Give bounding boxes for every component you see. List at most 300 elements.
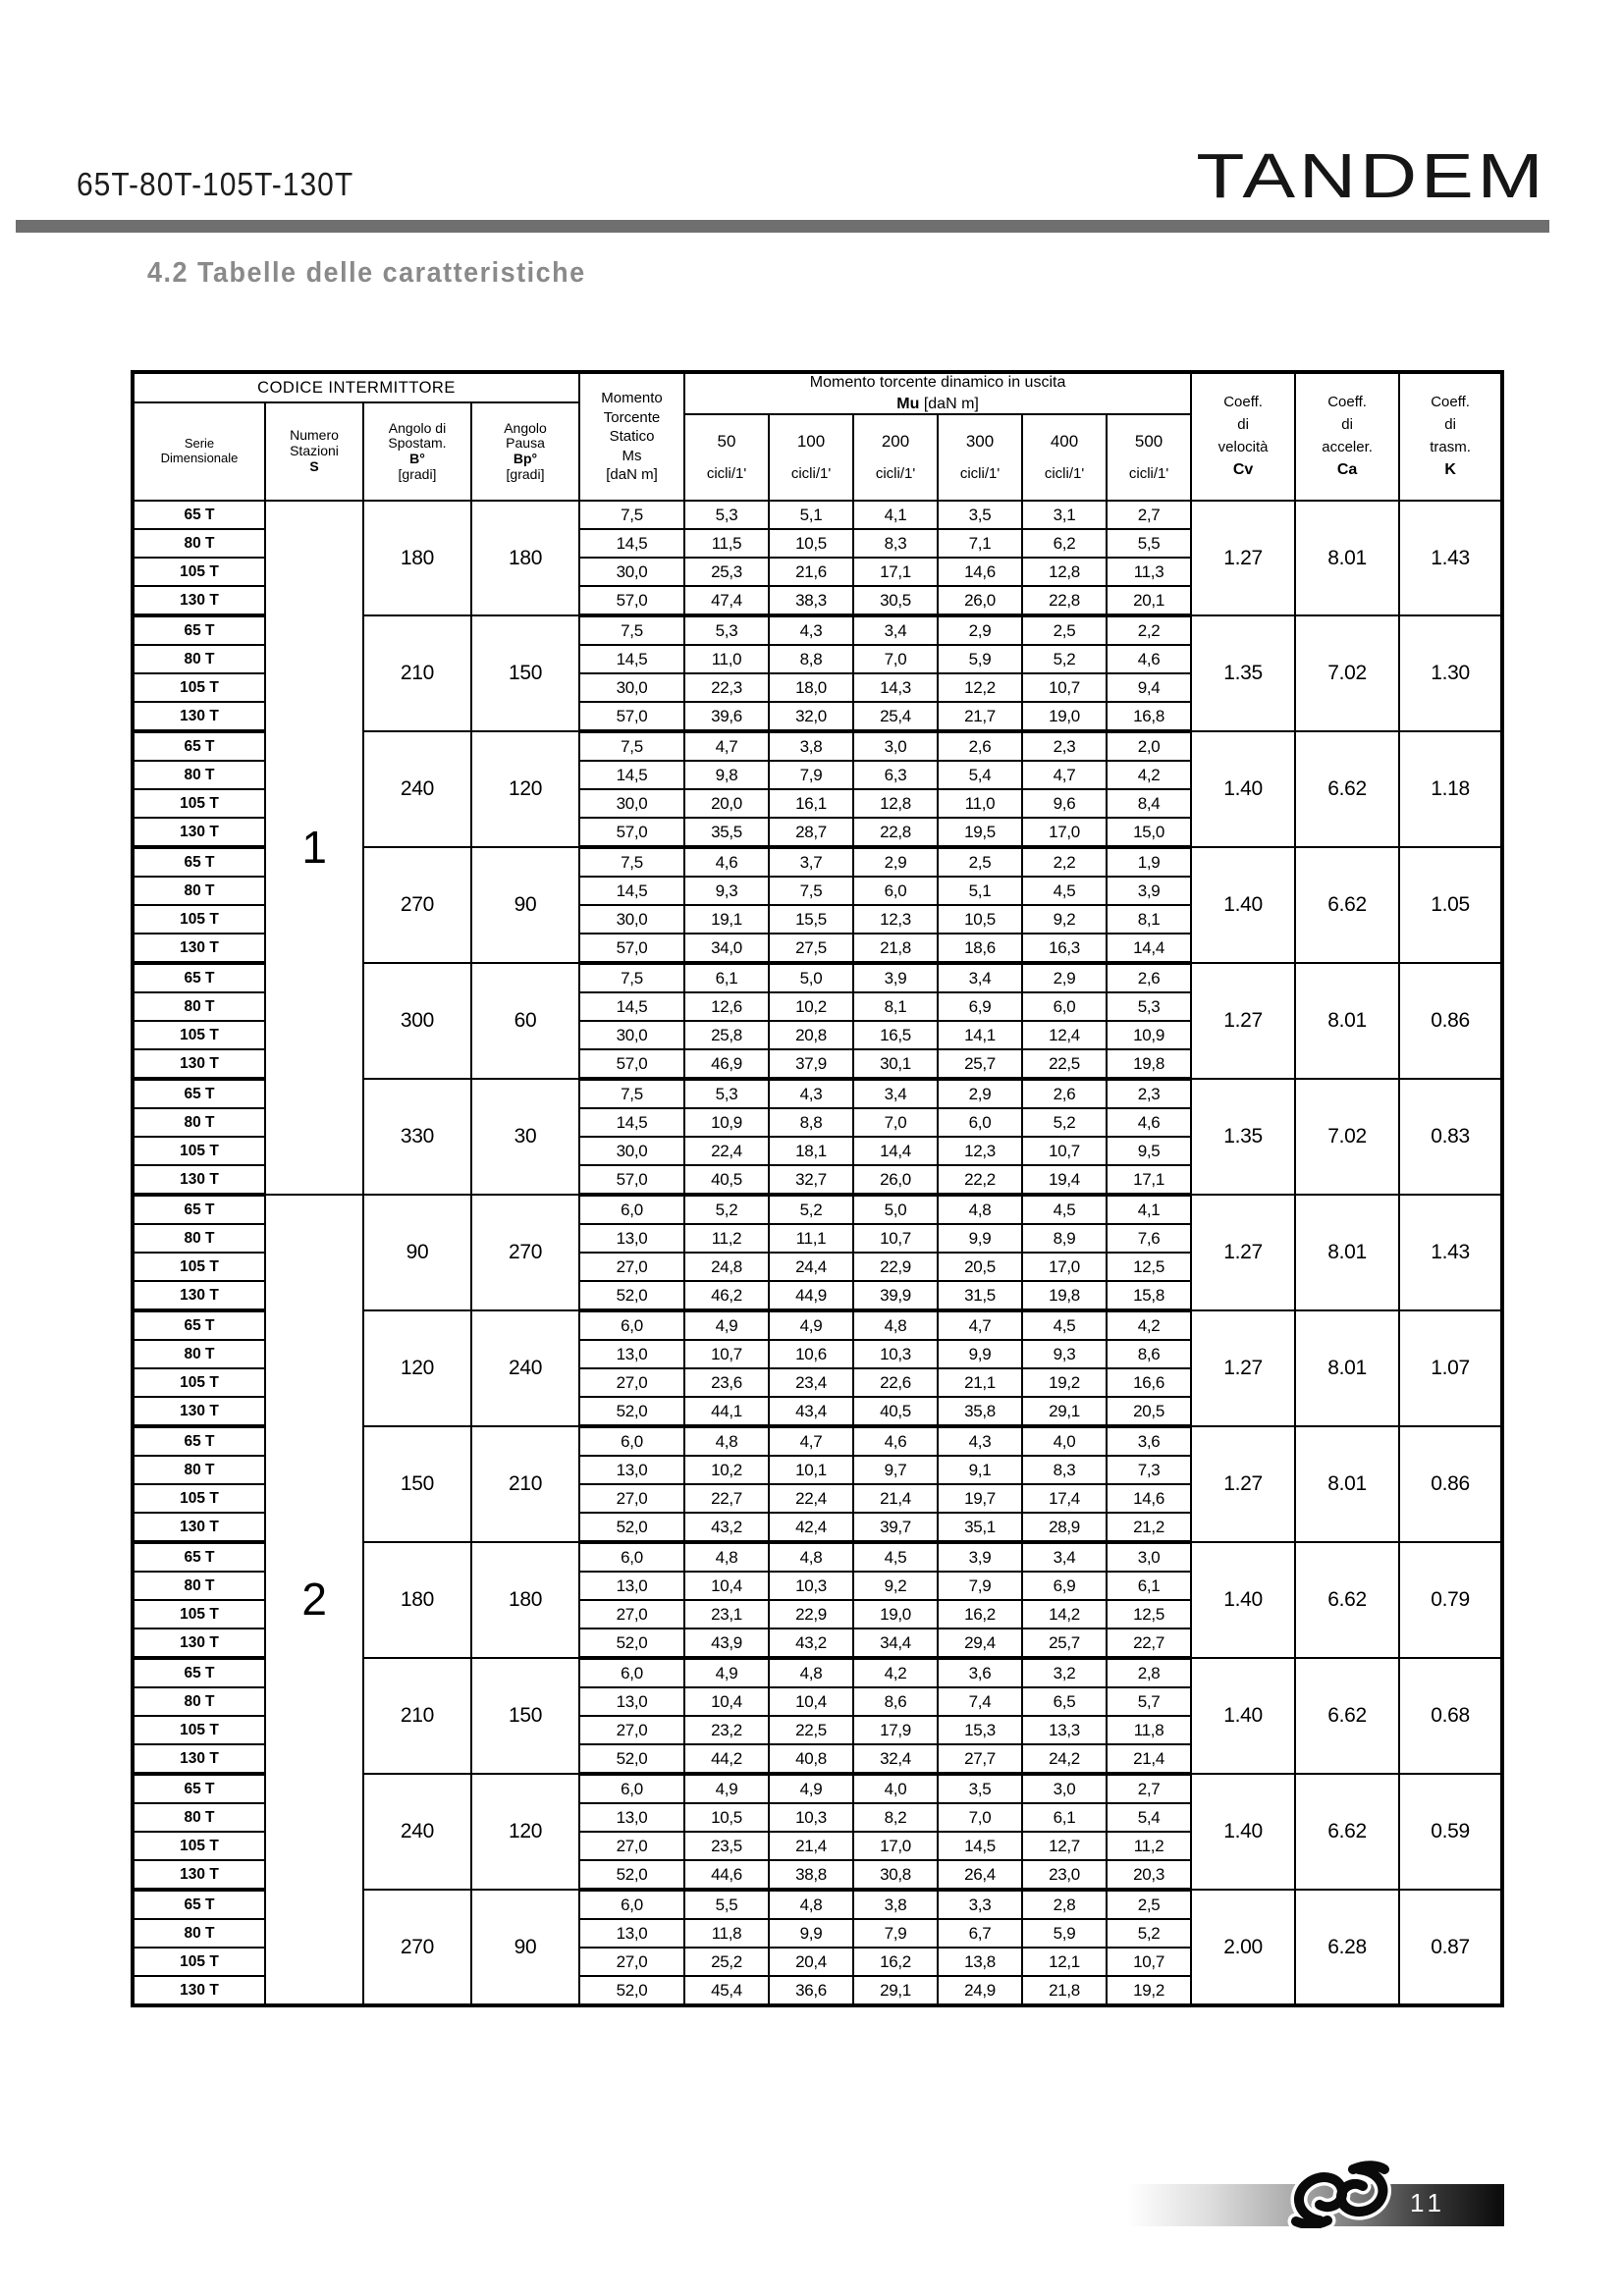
mu-cell: 25,4 (853, 702, 938, 731)
coeff-k-cell: 1.30 (1399, 615, 1502, 731)
mu-cell: 3,0 (1107, 1542, 1191, 1572)
mu-cell: 5,0 (769, 963, 853, 992)
mu-cell: 4,2 (853, 1658, 938, 1687)
serie-cell: 80 T (133, 1340, 265, 1368)
mu-cell: 11,8 (1107, 1716, 1191, 1744)
mu-cell: 12,5 (1107, 1600, 1191, 1629)
mu-cell: 25,8 (684, 1021, 769, 1049)
coeff-k-cell: 0.79 (1399, 1542, 1502, 1658)
mu-cell: 19,8 (1022, 1281, 1107, 1310)
mu-cell: 4,5 (1022, 877, 1107, 905)
mu-cell: 12,8 (853, 789, 938, 818)
ms-cell: 7,5 (579, 847, 684, 877)
mu-cell: 29,4 (938, 1629, 1022, 1658)
serie-cell: 65 T (133, 1658, 265, 1687)
ms-cell: 13,0 (579, 1803, 684, 1832)
angolo-spostam-cell: 180 (363, 501, 471, 615)
mu-cell: 21,2 (1107, 1513, 1191, 1542)
mu-cell: 40,5 (684, 1165, 769, 1195)
mu-cell: 4,6 (684, 847, 769, 877)
angolo-pausa-cell: 180 (471, 501, 579, 615)
mu-cell: 8,6 (853, 1687, 938, 1716)
mu-cell: 22,8 (1022, 586, 1107, 615)
mu-cell: 21,8 (1022, 1976, 1107, 2005)
mu-cell: 2,7 (1107, 501, 1191, 529)
coeff-ca-cell: 6.62 (1295, 1658, 1399, 1774)
mu-cell: 12,6 (684, 992, 769, 1021)
serie-cell: 130 T (133, 1860, 265, 1890)
mu-cell: 6,0 (1022, 992, 1107, 1021)
mu-cell: 2,9 (938, 615, 1022, 645)
ms-cell: 14,5 (579, 992, 684, 1021)
coeff-ca-cell: 8.01 (1295, 1310, 1399, 1426)
cicli-100-header: 100 cicli/1' (769, 414, 853, 501)
serie-cell: 80 T (133, 1803, 265, 1832)
angolo-spostam-cell: 270 (363, 847, 471, 963)
coeff-k-cell: 0.59 (1399, 1774, 1502, 1890)
mu-cell: 4,9 (769, 1774, 853, 1803)
mu-cell: 15,3 (938, 1716, 1022, 1744)
mu-cell: 21,8 (853, 934, 938, 963)
angolo-spostam-cell: 150 (363, 1426, 471, 1542)
mu-cell: 3,4 (938, 963, 1022, 992)
cicli-50-header: 50 cicli/1' (684, 414, 769, 501)
mu-cell: 28,9 (1022, 1513, 1107, 1542)
mu-cell: 11,1 (769, 1224, 853, 1253)
mu-cell: 43,2 (769, 1629, 853, 1658)
coeff-k-cell: 0.86 (1399, 1426, 1502, 1542)
ms-cell: 30,0 (579, 905, 684, 934)
mu-cell: 40,8 (769, 1744, 853, 1774)
mu-cell: 6,9 (1022, 1572, 1107, 1600)
mu-cell: 21,4 (1107, 1744, 1191, 1774)
ms-cell: 14,5 (579, 877, 684, 905)
mu-cell: 6,9 (938, 992, 1022, 1021)
cicli-300-header: 300 cicli/1' (938, 414, 1022, 501)
mu-cell: 26,0 (938, 586, 1022, 615)
mu-cell: 2,9 (853, 847, 938, 877)
mu-cell: 12,2 (938, 673, 1022, 702)
momento-statico-header: Momento Torcente Statico Ms [daN m] (579, 372, 684, 501)
mu-cell: 4,0 (853, 1774, 938, 1803)
angolo-pausa-cell: 60 (471, 963, 579, 1079)
mu-cell: 30,5 (853, 586, 938, 615)
mu-cell: 11,0 (938, 789, 1022, 818)
serie-cell: 80 T (133, 1687, 265, 1716)
mu-cell: 2,2 (1107, 615, 1191, 645)
mu-cell: 23,1 (684, 1600, 769, 1629)
mu-cell: 26,0 (853, 1165, 938, 1195)
ms-cell: 13,0 (579, 1224, 684, 1253)
mu-cell: 16,2 (938, 1600, 1022, 1629)
mu-cell: 4,9 (769, 1310, 853, 1340)
serie-cell: 65 T (133, 963, 265, 992)
serie-cell: 130 T (133, 702, 265, 731)
ms-cell: 52,0 (579, 1976, 684, 2005)
mu-cell: 22,7 (1107, 1629, 1191, 1658)
mu-cell: 10,2 (769, 992, 853, 1021)
mu-cell: 10,5 (938, 905, 1022, 934)
ms-cell: 13,0 (579, 1340, 684, 1368)
ms-cell: 27,0 (579, 1948, 684, 1976)
mu-cell: 47,4 (684, 586, 769, 615)
mu-cell: 4,8 (769, 1542, 853, 1572)
mu-cell: 5,2 (1022, 645, 1107, 673)
ms-cell: 14,5 (579, 529, 684, 558)
coeff-k-cell: 0.86 (1399, 963, 1502, 1079)
ms-cell: 7,5 (579, 501, 684, 529)
coeff-k-cell: 0.83 (1399, 1079, 1502, 1195)
mu-cell: 16,8 (1107, 702, 1191, 731)
mu-cell: 25,2 (684, 1948, 769, 1976)
mu-cell: 31,5 (938, 1281, 1022, 1310)
mu-cell: 14,1 (938, 1021, 1022, 1049)
mu-cell: 10,3 (769, 1803, 853, 1832)
mu-cell: 22,9 (853, 1253, 938, 1281)
angolo-spostam-cell: 330 (363, 1079, 471, 1195)
ms-cell: 30,0 (579, 789, 684, 818)
mu-cell: 5,1 (938, 877, 1022, 905)
mu-cell: 4,9 (684, 1658, 769, 1687)
characteristics-table-body (133, 501, 1502, 2005)
mu-cell: 32,4 (853, 1744, 938, 1774)
serie-cell: 105 T (133, 1948, 265, 1976)
ms-cell: 6,0 (579, 1310, 684, 1340)
serie-cell: 65 T (133, 615, 265, 645)
mu-cell: 9,4 (1107, 673, 1191, 702)
mu-cell: 28,7 (769, 818, 853, 847)
mu-cell: 22,2 (938, 1165, 1022, 1195)
mu-cell: 10,1 (769, 1456, 853, 1484)
mu-cell: 6,1 (1022, 1803, 1107, 1832)
mu-cell: 23,0 (1022, 1860, 1107, 1890)
mu-cell: 16,2 (853, 1948, 938, 1976)
angolo-pausa-cell: 120 (471, 731, 579, 847)
mu-cell: 2,2 (1022, 847, 1107, 877)
mu-cell: 3,8 (853, 1890, 938, 1919)
mu-cell: 9,9 (938, 1340, 1022, 1368)
mu-cell: 27,7 (938, 1744, 1022, 1774)
ms-cell: 13,0 (579, 1572, 684, 1600)
mu-cell: 15,8 (1107, 1281, 1191, 1310)
mu-cell: 2,5 (1022, 615, 1107, 645)
serie-cell: 80 T (133, 1108, 265, 1137)
serie-cell: 130 T (133, 1165, 265, 1195)
mu-cell: 19,7 (938, 1484, 1022, 1513)
mu-cell: 14,2 (1022, 1600, 1107, 1629)
mu-cell: 7,3 (1107, 1456, 1191, 1484)
mu-cell: 30,1 (853, 1049, 938, 1079)
mu-cell: 10,7 (1107, 1948, 1191, 1976)
mu-cell: 6,1 (1107, 1572, 1191, 1600)
coeff-k-cell: 1.05 (1399, 847, 1502, 963)
mu-cell: 15,0 (1107, 818, 1191, 847)
mu-cell: 2,5 (1107, 1890, 1191, 1919)
mu-cell: 16,1 (769, 789, 853, 818)
mu-cell: 12,1 (1022, 1948, 1107, 1976)
mu-cell: 9,7 (853, 1456, 938, 1484)
mu-cell: 10,7 (853, 1224, 938, 1253)
ms-cell: 6,0 (579, 1774, 684, 1803)
serie-cell: 105 T (133, 1253, 265, 1281)
mu-cell: 3,1 (1022, 501, 1107, 529)
serie-dimensionale-header: Serie Dimensionale (133, 402, 265, 501)
coeff-ca-cell: 8.01 (1295, 1426, 1399, 1542)
mu-cell: 9,2 (1022, 905, 1107, 934)
coeff-acceler-header: Coeff. di acceler. Ca (1295, 372, 1399, 501)
mu-cell: 10,4 (684, 1687, 769, 1716)
mu-cell: 9,9 (938, 1224, 1022, 1253)
mu-cell: 14,4 (853, 1137, 938, 1165)
mu-cell: 21,1 (938, 1368, 1022, 1397)
serie-cell: 105 T (133, 1368, 265, 1397)
mu-cell: 18,0 (769, 673, 853, 702)
mu-cell: 37,9 (769, 1049, 853, 1079)
serie-cell: 130 T (133, 1049, 265, 1079)
ms-cell: 6,0 (579, 1195, 684, 1224)
mu-cell: 17,0 (853, 1832, 938, 1860)
mu-cell: 22,3 (684, 673, 769, 702)
mu-cell: 7,9 (853, 1919, 938, 1948)
angolo-pausa-cell: 270 (471, 1195, 579, 1310)
mu-cell: 14,6 (1107, 1484, 1191, 1513)
mu-cell: 23,2 (684, 1716, 769, 1744)
mu-cell: 5,2 (1107, 1919, 1191, 1948)
mu-cell: 19,5 (938, 818, 1022, 847)
mu-cell: 4,2 (1107, 761, 1191, 789)
ms-cell: 27,0 (579, 1600, 684, 1629)
mu-cell: 21,4 (769, 1832, 853, 1860)
angolo-spostam-cell: 240 (363, 1774, 471, 1890)
mu-cell: 5,4 (1107, 1803, 1191, 1832)
serie-cell: 105 T (133, 558, 265, 586)
serie-cell: 80 T (133, 761, 265, 789)
mu-cell: 25,7 (938, 1049, 1022, 1079)
serie-cell: 130 T (133, 1629, 265, 1658)
characteristics-table (131, 370, 1504, 2007)
serie-cell: 80 T (133, 877, 265, 905)
mu-cell: 13,3 (1022, 1716, 1107, 1744)
ms-cell: 27,0 (579, 1716, 684, 1744)
serie-cell: 105 T (133, 789, 265, 818)
mu-cell: 5,9 (938, 645, 1022, 673)
serie-cell: 65 T (133, 1426, 265, 1456)
angolo-spostamento-header: Angolo di Spostam. B° [gradi] (363, 402, 471, 501)
mu-cell: 4,7 (938, 1310, 1022, 1340)
mu-cell: 2,6 (938, 731, 1022, 761)
mu-cell: 18,1 (769, 1137, 853, 1165)
mu-cell: 27,5 (769, 934, 853, 963)
ms-cell: 13,0 (579, 1687, 684, 1716)
mu-cell: 5,9 (1022, 1919, 1107, 1948)
mu-cell: 8,9 (1022, 1224, 1107, 1253)
mu-cell: 9,3 (684, 877, 769, 905)
stazioni-cell: 1 (265, 501, 363, 1195)
coeff-cv-cell: 1.35 (1191, 615, 1295, 731)
mu-cell: 3,4 (853, 1079, 938, 1108)
mu-cell: 9,1 (938, 1456, 1022, 1484)
mu-cell: 5,0 (853, 1195, 938, 1224)
coeff-k-cell: 0.68 (1399, 1658, 1502, 1774)
coeff-k-cell: 1.43 (1399, 501, 1502, 615)
mu-cell: 20,3 (1107, 1860, 1191, 1890)
mu-cell: 43,4 (769, 1397, 853, 1426)
mu-cell: 6,0 (853, 877, 938, 905)
mu-cell: 2,0 (1107, 731, 1191, 761)
coeff-cv-cell: 1.40 (1191, 1542, 1295, 1658)
mu-cell: 34,0 (684, 934, 769, 963)
ms-cell: 27,0 (579, 1253, 684, 1281)
serie-cell: 80 T (133, 1572, 265, 1600)
serie-cell: 105 T (133, 673, 265, 702)
mu-cell: 4,3 (769, 1079, 853, 1108)
mu-cell: 8,1 (1107, 905, 1191, 934)
coeff-cv-cell: 1.27 (1191, 1426, 1295, 1542)
serie-cell: 80 T (133, 992, 265, 1021)
mu-cell: 1,9 (1107, 847, 1191, 877)
mu-cell: 12,7 (1022, 1832, 1107, 1860)
mu-cell: 5,4 (938, 761, 1022, 789)
mu-cell: 2,9 (1022, 963, 1107, 992)
ms-cell: 14,5 (579, 645, 684, 673)
coeff-k-cell: 0.87 (1399, 1890, 1502, 2005)
angolo-spostam-cell: 210 (363, 615, 471, 731)
coeff-cv-cell: 1.35 (1191, 1079, 1295, 1195)
mu-cell: 19,2 (1022, 1368, 1107, 1397)
angolo-spostam-cell: 240 (363, 731, 471, 847)
angolo-spostam-cell: 300 (363, 963, 471, 1079)
mu-cell: 22,8 (853, 818, 938, 847)
mu-cell: 9,9 (769, 1919, 853, 1948)
mu-cell: 5,2 (684, 1195, 769, 1224)
mu-cell: 5,3 (1107, 992, 1191, 1021)
mu-cell: 4,1 (853, 501, 938, 529)
mu-cell: 4,0 (1022, 1426, 1107, 1456)
mu-cell: 20,1 (1107, 586, 1191, 615)
ms-cell: 30,0 (579, 1021, 684, 1049)
coeff-ca-cell: 6.62 (1295, 847, 1399, 963)
mu-cell: 10,3 (853, 1340, 938, 1368)
mu-cell: 12,3 (938, 1137, 1022, 1165)
mu-cell: 9,6 (1022, 789, 1107, 818)
serie-cell: 130 T (133, 1397, 265, 1426)
coeff-ca-cell: 8.01 (1295, 501, 1399, 615)
serie-cell: 105 T (133, 1484, 265, 1513)
mu-cell: 4,8 (938, 1195, 1022, 1224)
mu-cell: 7,0 (853, 645, 938, 673)
mu-cell: 7,0 (853, 1108, 938, 1137)
mu-cell: 4,3 (938, 1426, 1022, 1456)
serie-cell: 65 T (133, 1310, 265, 1340)
mu-cell: 3,6 (938, 1658, 1022, 1687)
mu-cell: 16,6 (1107, 1368, 1191, 1397)
mu-cell: 4,3 (769, 615, 853, 645)
ms-cell: 13,0 (579, 1456, 684, 1484)
mu-cell: 17,1 (1107, 1165, 1191, 1195)
mu-cell: 6,2 (1022, 529, 1107, 558)
coeff-cv-cell: 1.27 (1191, 501, 1295, 615)
mu-cell: 11,2 (684, 1224, 769, 1253)
serie-cell: 105 T (133, 1716, 265, 1744)
brand-logo-icon (1286, 2160, 1394, 2228)
coeff-cv-cell: 1.27 (1191, 1195, 1295, 1310)
mu-cell: 21,6 (769, 558, 853, 586)
ms-cell: 6,0 (579, 1426, 684, 1456)
ms-cell: 57,0 (579, 586, 684, 615)
coeff-cv-cell: 1.27 (1191, 963, 1295, 1079)
mu-cell: 44,1 (684, 1397, 769, 1426)
ms-cell: 52,0 (579, 1281, 684, 1310)
ms-cell: 57,0 (579, 1165, 684, 1195)
mu-cell: 3,0 (1022, 1774, 1107, 1803)
mu-cell: 16,5 (853, 1021, 938, 1049)
mu-cell: 38,3 (769, 586, 853, 615)
mu-cell: 30,8 (853, 1860, 938, 1890)
serie-cell: 65 T (133, 1542, 265, 1572)
mu-cell: 6,0 (938, 1108, 1022, 1137)
stazioni-cell: 2 (265, 1195, 363, 2005)
mu-cell: 10,4 (769, 1687, 853, 1716)
codice-intermittore-header: CODICE INTERMITTORE (133, 372, 579, 402)
serie-cell: 105 T (133, 1600, 265, 1629)
mu-cell: 2,3 (1107, 1079, 1191, 1108)
mu-cell: 12,4 (1022, 1021, 1107, 1049)
mu-cell: 7,1 (938, 529, 1022, 558)
mu-cell: 36,6 (769, 1976, 853, 2005)
mu-cell: 19,0 (1022, 702, 1107, 731)
mu-cell: 19,0 (853, 1600, 938, 1629)
mu-cell: 40,5 (853, 1397, 938, 1426)
angolo-pausa-cell: 210 (471, 1426, 579, 1542)
serie-cell: 65 T (133, 847, 265, 877)
coeff-k-cell: 1.18 (1399, 731, 1502, 847)
mu-cell: 4,9 (684, 1774, 769, 1803)
mu-cell: 9,3 (1022, 1340, 1107, 1368)
coeff-ca-cell: 8.01 (1295, 1195, 1399, 1310)
mu-cell: 32,0 (769, 702, 853, 731)
mu-cell: 3,9 (853, 963, 938, 992)
mu-cell: 23,4 (769, 1368, 853, 1397)
ms-cell: 7,5 (579, 1079, 684, 1108)
cicli-500-header: 500 cicli/1' (1107, 414, 1191, 501)
mu-cell: 44,9 (769, 1281, 853, 1310)
serie-cell: 130 T (133, 586, 265, 615)
coeff-cv-cell: 1.40 (1191, 847, 1295, 963)
serie-cell: 130 T (133, 1744, 265, 1774)
mu-cell: 8,3 (1022, 1456, 1107, 1484)
mu-cell: 34,4 (853, 1629, 938, 1658)
mu-cell: 19,4 (1022, 1165, 1107, 1195)
coeff-ca-cell: 7.02 (1295, 1079, 1399, 1195)
mu-cell: 29,1 (853, 1976, 938, 2005)
mu-cell: 4,6 (1107, 1108, 1191, 1137)
mu-cell: 44,2 (684, 1744, 769, 1774)
angolo-pausa-cell: 120 (471, 1774, 579, 1890)
serie-cell: 80 T (133, 529, 265, 558)
mu-cell: 35,8 (938, 1397, 1022, 1426)
table-row (133, 501, 1502, 529)
coeff-cv-cell: 1.40 (1191, 1774, 1295, 1890)
mu-cell: 21,7 (938, 702, 1022, 731)
mu-cell: 45,4 (684, 1976, 769, 2005)
table-row (133, 1195, 1502, 1224)
ms-cell: 7,5 (579, 731, 684, 761)
mu-cell: 5,5 (1107, 529, 1191, 558)
header-rule (16, 220, 1549, 233)
mu-cell: 22,9 (769, 1600, 853, 1629)
coeff-ca-cell: 7.02 (1295, 615, 1399, 731)
mu-cell: 5,2 (769, 1195, 853, 1224)
